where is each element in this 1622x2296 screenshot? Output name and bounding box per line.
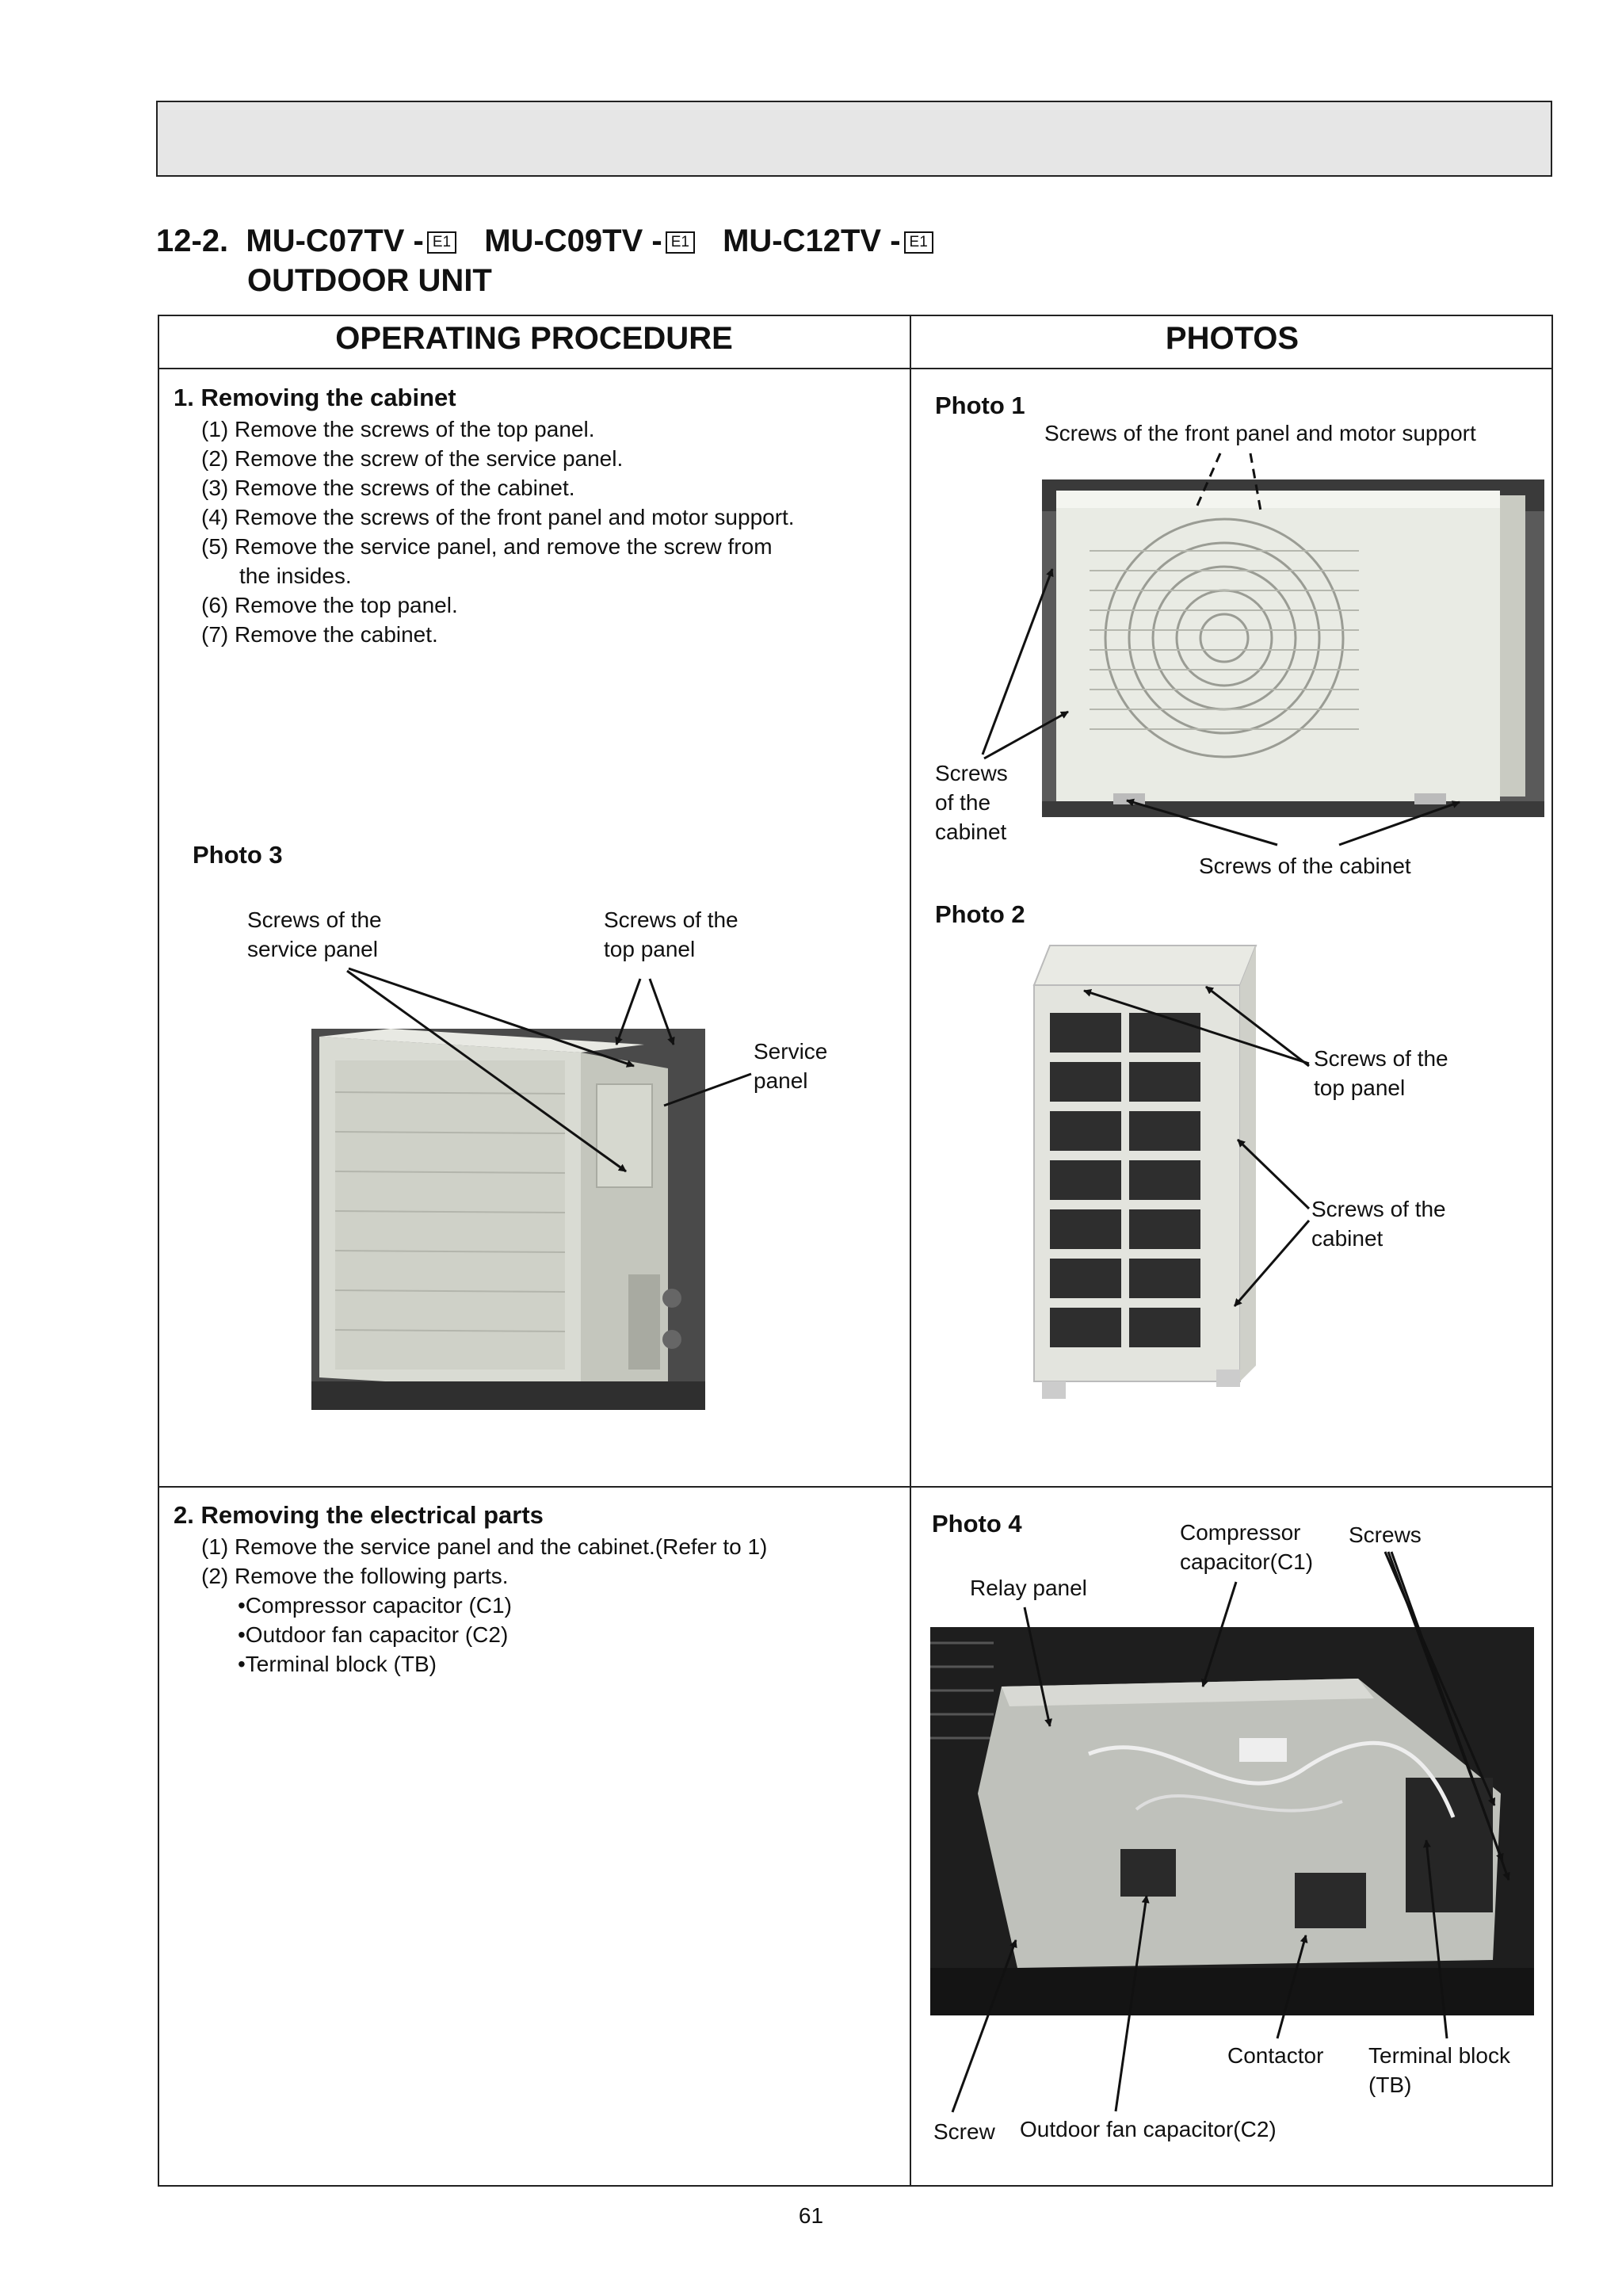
column-header-photos: PHOTOS (1165, 321, 1300, 356)
section-number: 12-2. (156, 223, 229, 258)
step-item: (5) Remove the service panel, and remove the screw from (201, 534, 773, 559)
photo3-callout-top-screws: Screws of the top panel (604, 907, 738, 961)
section1-steps (201, 415, 795, 649)
step-item: (2) Remove the screw of the service panel. (201, 446, 624, 471)
page-number: 61 (798, 2203, 824, 2228)
table-column-divider (910, 315, 911, 2187)
section-title (156, 223, 952, 259)
step-item: (2) Remove the following parts. (201, 1564, 509, 1588)
photo4-callout-fan-capacitor: Outdoor fan capacitor(C2) (1020, 2117, 1277, 2141)
photo2-callout-cabinet: Screws of the cabinet (1311, 1197, 1446, 1251)
photo1-outdoor-unit-front (1042, 479, 1544, 817)
step-item: •Terminal block (TB) (238, 1652, 437, 1676)
section2-title: 2. Removing the electrical parts (174, 1501, 544, 1529)
photo1-callout-cabinet-left: Screws of the cabinet (935, 761, 1008, 844)
model-suffix-tag: E1 (427, 231, 456, 254)
photo2-outdoor-unit-rear (1018, 938, 1264, 1408)
step-item: (1) Remove the service panel and the cabinet.(Refer to 1) (201, 1534, 768, 1559)
model-suffix-tag: E1 (904, 231, 933, 254)
photo4-callout-terminal-block: Terminal block (TB) (1368, 2043, 1510, 2097)
photo4-label: Photo 4 (932, 1510, 1022, 1538)
photo4-callout-screws: Screws (1349, 1522, 1422, 1547)
step-item: (1) Remove the screws of the top panel. (201, 417, 595, 441)
section2-steps (201, 1532, 767, 1679)
photo1-callout-cabinet-bottom: Screws of the cabinet (1199, 854, 1411, 878)
model-name: MU-C07TV - (246, 223, 424, 258)
step-item: (4) Remove the screws of the front panel and motor support. (201, 505, 795, 529)
photo4-callout-relay-panel: Relay panel (970, 1576, 1087, 1600)
model-name: MU-C12TV - (723, 223, 901, 258)
photo2-callout-top-panel: Screws of the top panel (1314, 1046, 1448, 1100)
step-item: (6) Remove the top panel. (201, 593, 458, 617)
photo1-label: Photo 1 (935, 392, 1025, 419)
photo4-callout-compressor-capacitor: Compressor capacitor(C1) (1180, 1520, 1314, 1574)
photo4-callout-contactor: Contactor (1227, 2043, 1324, 2068)
step-item: (3) Remove the screws of the cabinet. (201, 476, 575, 500)
photo3-outdoor-unit-side (311, 1029, 705, 1410)
step-item: •Compressor capacitor (C1) (238, 1593, 512, 1618)
photo1-callout-front-panel: Screws of the front panel and motor support (1044, 421, 1476, 445)
section-subtitle: OUTDOOR UNIT (247, 263, 492, 298)
model-name: MU-C09TV - (484, 223, 662, 258)
table-row-divider (158, 1486, 1553, 1488)
table-header-divider (158, 368, 1553, 369)
photo3-callout-service-panel: Service panel (754, 1039, 828, 1093)
photo2-label: Photo 2 (935, 900, 1025, 928)
photo4-electrical-parts (930, 1627, 1534, 2015)
photo4-callout-screw: Screw (933, 2119, 995, 2144)
step-item: the insides. (239, 563, 352, 588)
step-item: •Outdoor fan capacitor (C2) (238, 1622, 509, 1647)
photo3-callout-service-screws: Screws of the service panel (247, 907, 382, 961)
model-suffix-tag: E1 (666, 231, 695, 254)
column-header-procedure: OPERATING PROCEDURE (335, 321, 733, 356)
photo3-label: Photo 3 (193, 841, 283, 869)
section1-title: 1. Removing the cabinet (174, 384, 456, 411)
step-item: (7) Remove the cabinet. (201, 622, 438, 647)
header-bar (156, 101, 1552, 177)
